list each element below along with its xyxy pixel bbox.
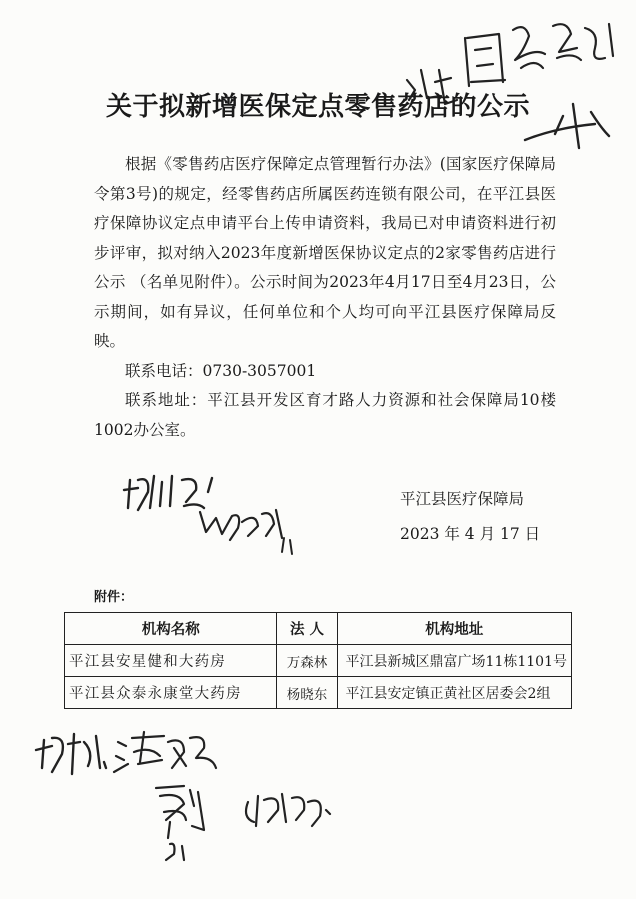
contact-phone: 联系电话：0730-3057001 [125, 361, 317, 380]
attachment-label: 附件： [94, 590, 134, 605]
body-paragraph: 根据《零售药店医疗保障定点管理暂行办法》(国家医疗保障局令第3号)的规定，经零售药店所属医药连锁有限公司，在平江县医疗保障协议定点申请平台上传申请资料，我局已对申请资料进行初步评审，拟对纳入2023年度新增医保协议定点的2家零售药店进行公示 （名单见附件）。公示时间为2023年4月17日至4月23日，公示期间，如有异议，任何单位和个人均可向平江县医疗保障局反映。 [94, 155, 556, 350]
issuer-name: 平江县医疗保障局 [400, 490, 525, 508]
table-row [65, 645, 572, 677]
org-name-cell: 平江县安星健和大药房 [65, 645, 277, 677]
page-title: 关于拟新增医保定点零售药店的公示 [105, 92, 530, 122]
header-org-address: 机构地址 [337, 613, 571, 645]
contact-address: 联系地址：平江县开发区育才路人力资源和社会保障局10楼1002办公室。 [94, 391, 556, 439]
legal-rep-cell: 万森林 [277, 645, 337, 677]
handwritten-signature-top-right [395, 8, 635, 158]
header-legal-rep: 法 人 [277, 613, 337, 645]
header-org-name: 机构名称 [65, 613, 277, 645]
handwritten-signature-middle-left [124, 462, 324, 562]
issue-date: 2023 年 4 月 17 日 [400, 525, 541, 543]
notice-body [94, 150, 556, 445]
legal-rep-cell: 杨晓东 [277, 677, 337, 709]
org-address-cell: 平江县新城区鼎富广场11栋1101号 [337, 645, 571, 677]
attachment-table [64, 612, 572, 709]
table-header-row [65, 613, 572, 645]
table-row [65, 677, 572, 709]
org-name-cell: 平江县众泰永康堂大药房 [65, 677, 277, 709]
org-address-cell: 平江县安定镇正黄社区居委会2组 [337, 677, 571, 709]
handwritten-signature-bottom-left [34, 722, 374, 882]
